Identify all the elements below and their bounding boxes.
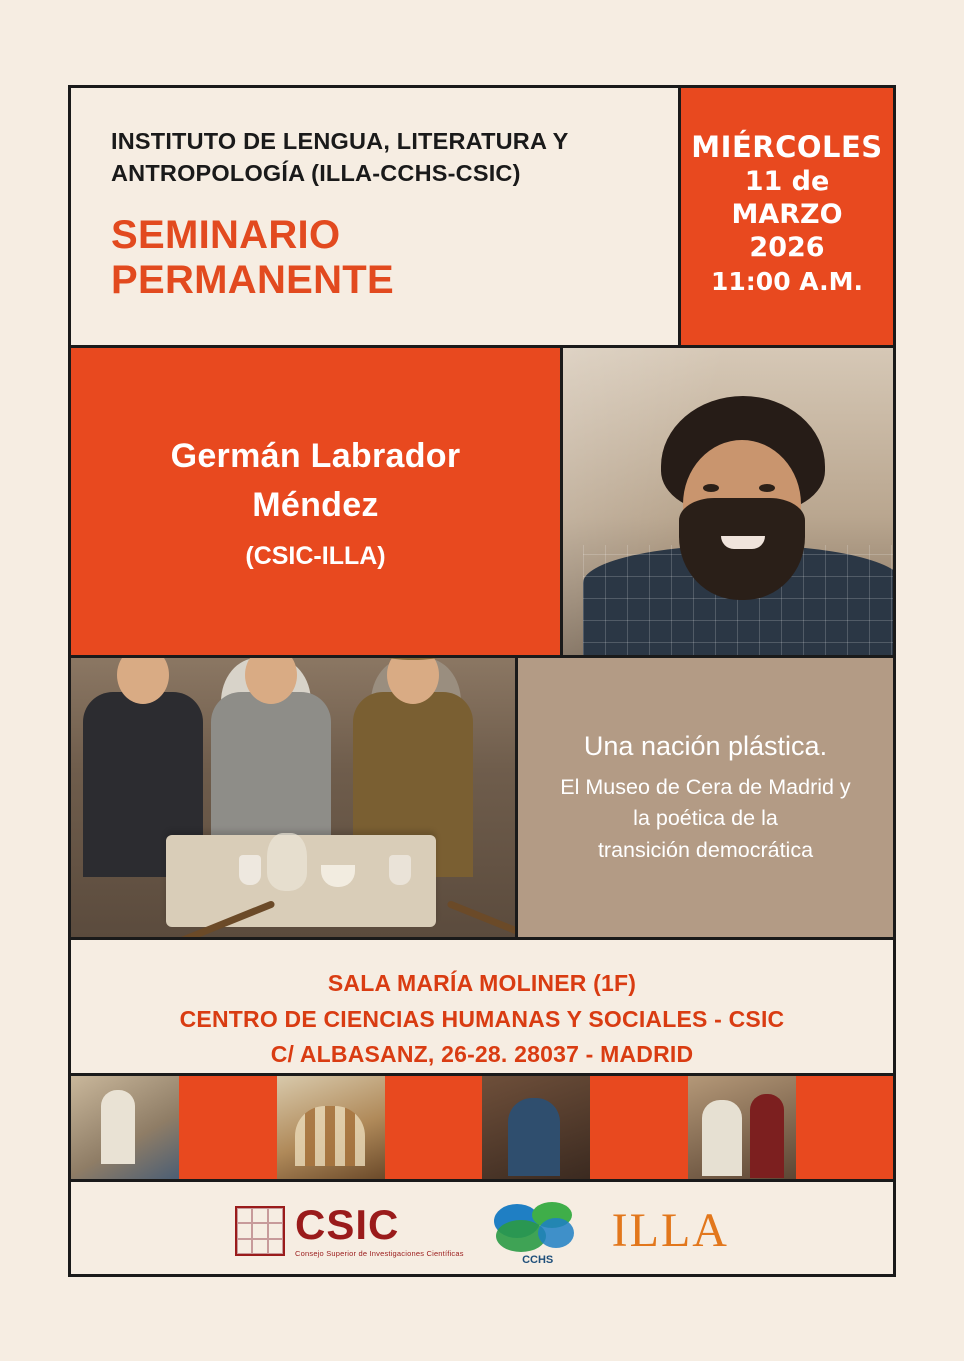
museum-head-right — [387, 658, 439, 704]
cchs-logo — [490, 1200, 586, 1266]
talk-subtitle-line-2: la poética de la — [633, 806, 778, 831]
venue-line-3: C/ ALBASANZ, 26-28. 28037 - MADRID — [270, 1041, 694, 1068]
cchs-blob-4 — [538, 1218, 574, 1248]
museum-head-center — [245, 658, 297, 704]
date-weekday: MIÉRCOLES — [691, 130, 883, 164]
institute-line-1: INSTITUTO DE LENGUA, LITERATURA Y — [111, 128, 569, 154]
csic-mark-icon — [235, 1206, 285, 1256]
venue-line-2: CENTRO DE CIENCIAS HUMANAS Y SOCIALES - CSIC — [179, 1005, 785, 1032]
speaker-portrait-image — [563, 348, 893, 655]
thumbnail-portrait-tiles — [71, 1076, 179, 1179]
date-month: MARZO — [731, 199, 843, 230]
strip-gap-3 — [590, 1076, 688, 1179]
museum-head-left — [117, 658, 169, 704]
talk-subtitle-line-3: transición democrática — [597, 837, 814, 862]
thumbnail-two-figures — [688, 1076, 796, 1179]
seminar-line-2: PERMANENTE — [111, 258, 395, 303]
speaker-name-block — [71, 348, 563, 655]
institute-line-2: ANTROPOLOGÍA (ILLA-CCHS-CSIC) — [111, 159, 521, 186]
poster — [68, 85, 896, 1277]
portrait-mouth — [721, 536, 765, 549]
thumbnail-seated-figure — [482, 1076, 590, 1179]
speaker-name-line-2: Méndez — [252, 486, 379, 524]
csic-wordmark: CSIC — [295, 1201, 400, 1248]
strip-gap-1 — [179, 1076, 277, 1179]
museum-carafe — [267, 833, 307, 891]
museum-glass-2 — [389, 855, 411, 885]
venue-line-1: SALA MARÍA MOLINER (1F) — [327, 970, 637, 996]
date-day: 11 de — [744, 166, 830, 197]
strip-gap-4 — [796, 1076, 894, 1179]
speaker-row — [71, 348, 893, 658]
talk-title: Una nación plástica. — [583, 731, 828, 762]
portrait-eye-left — [703, 484, 719, 492]
date-block — [681, 88, 893, 348]
talk-subtitle-line-1: El Museo de Cera de Madrid y — [560, 775, 851, 800]
portrait-eye-right — [759, 484, 775, 492]
speaker-name-line-1: Germán Labrador — [170, 436, 461, 475]
cchs-label: CCHS — [522, 1254, 554, 1266]
csic-subtext: Consejo Superior de Investigaciones Científicas — [295, 1249, 464, 1258]
talk-title-block — [518, 658, 893, 937]
strip-gap-2 — [385, 1076, 483, 1179]
talk-row — [71, 658, 893, 940]
date-time: 11:00 A.M. — [711, 267, 863, 296]
thumbnail-moorish-arches — [277, 1076, 385, 1179]
wax-museum-image — [71, 658, 518, 937]
logo-row — [71, 1182, 893, 1280]
venue-block — [71, 940, 893, 1076]
date-year: 2026 — [749, 232, 825, 263]
csic-logo — [235, 1201, 464, 1258]
illa-wordmark: ILLA — [611, 1204, 729, 1257]
speaker-affiliation: (CSIC-ILLA) — [245, 542, 386, 571]
thumbnail-strip — [71, 1076, 893, 1182]
seminar-line-1: SEMINARIO — [111, 213, 341, 258]
poster-header — [71, 88, 893, 348]
museum-glass-1 — [239, 855, 261, 885]
header-title-block — [71, 88, 681, 348]
